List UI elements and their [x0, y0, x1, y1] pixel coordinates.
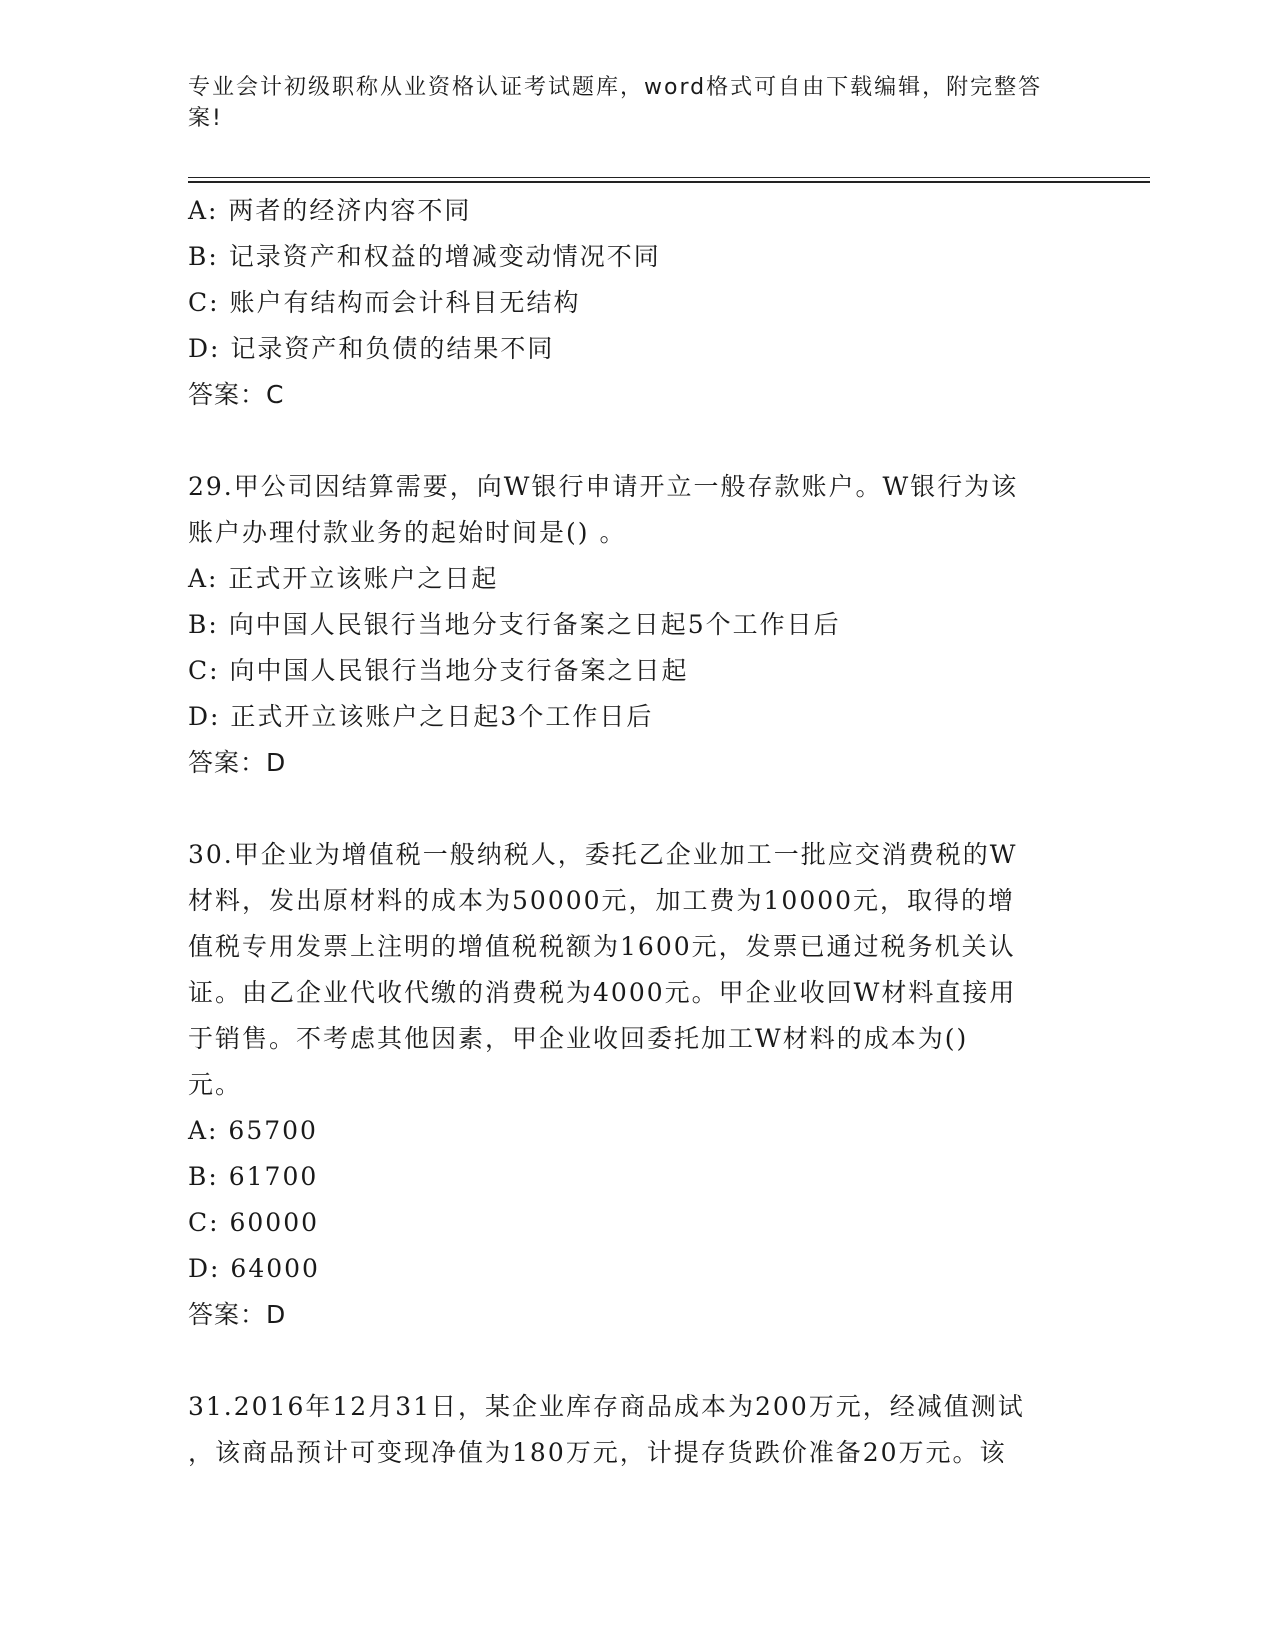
header-line-1: 专业会计初级职称从业资格认证考试题库，word格式可自由下载编辑，附完整答: [188, 75, 1043, 100]
answer-label: 答案：D: [188, 1300, 287, 1329]
option-b: B: 记录资产和权益的增减变动情况不同: [188, 242, 661, 271]
header-divider-thin: [188, 177, 1150, 178]
question-stem-line: 材料，发出原材料的成本为50000元，加工费为10000元，取得的增: [188, 886, 1016, 915]
option-c: C: 60000: [188, 1208, 320, 1237]
question-stem-line: 账户办理付款业务的起始时间是() 。: [188, 518, 627, 547]
answer-label: 答案：D: [188, 748, 287, 777]
question-stem-line: 证。由乙企业代收代缴的消费税为4000元。甲企业收回W材料直接用: [188, 978, 1017, 1007]
option-d: D: 记录资产和负债的结果不同: [188, 334, 555, 363]
question-stem-line: 值税专用发票上注明的增值税税额为1600元，发票已通过税务机关认: [188, 932, 1016, 961]
option-c: C: 向中国人民银行当地分支行备案之日起: [188, 656, 689, 685]
question-31: [188, 1384, 1088, 1476]
spacer: [188, 418, 1088, 464]
question-stem-line: 29.甲公司因结算需要，向W银行申请开立一般存款账户。W银行为该: [188, 472, 1019, 501]
option-a: A: 两者的经济内容不同: [188, 196, 472, 225]
question-stem-line: ，该商品预计可变现净值为180万元，计提存货跌价准备20万元。该: [188, 1438, 1007, 1467]
answer-label: 答案：C: [188, 380, 285, 409]
question-30: [188, 832, 1088, 1338]
spacer: [188, 1338, 1088, 1384]
option-b: B: 61700: [188, 1162, 319, 1191]
option-d: D: 正式开立该账户之日起3个工作日后: [188, 702, 654, 731]
header-line-2: 案!: [188, 106, 223, 131]
question-stem-line: 31.2016年12月31日，某企业库存商品成本为200万元，经减值测试: [188, 1392, 1025, 1421]
option-d: D: 64000: [188, 1254, 320, 1283]
option-b: B: 向中国人民银行当地分支行备案之日起5个工作日后: [188, 610, 841, 639]
header-divider-thick: [188, 181, 1150, 183]
question-28: [188, 188, 1088, 418]
spacer: [188, 786, 1088, 832]
question-stem-line: 30.甲企业为增值税一般纳税人，委托乙企业加工一批应交消费税的W: [188, 840, 1018, 869]
document-header: [188, 72, 1088, 134]
question-29: [188, 464, 1088, 786]
option-c: C: 账户有结构而会计科目无结构: [188, 288, 581, 317]
question-list: [188, 188, 1088, 1476]
question-stem-line: 元。: [188, 1070, 243, 1099]
question-stem-line: 于销售。不考虑其他因素，甲企业收回委托加工W材料的成本为(): [188, 1024, 969, 1053]
option-a: A: 正式开立该账户之日起: [188, 564, 499, 593]
option-a: A: 65700: [188, 1116, 318, 1145]
